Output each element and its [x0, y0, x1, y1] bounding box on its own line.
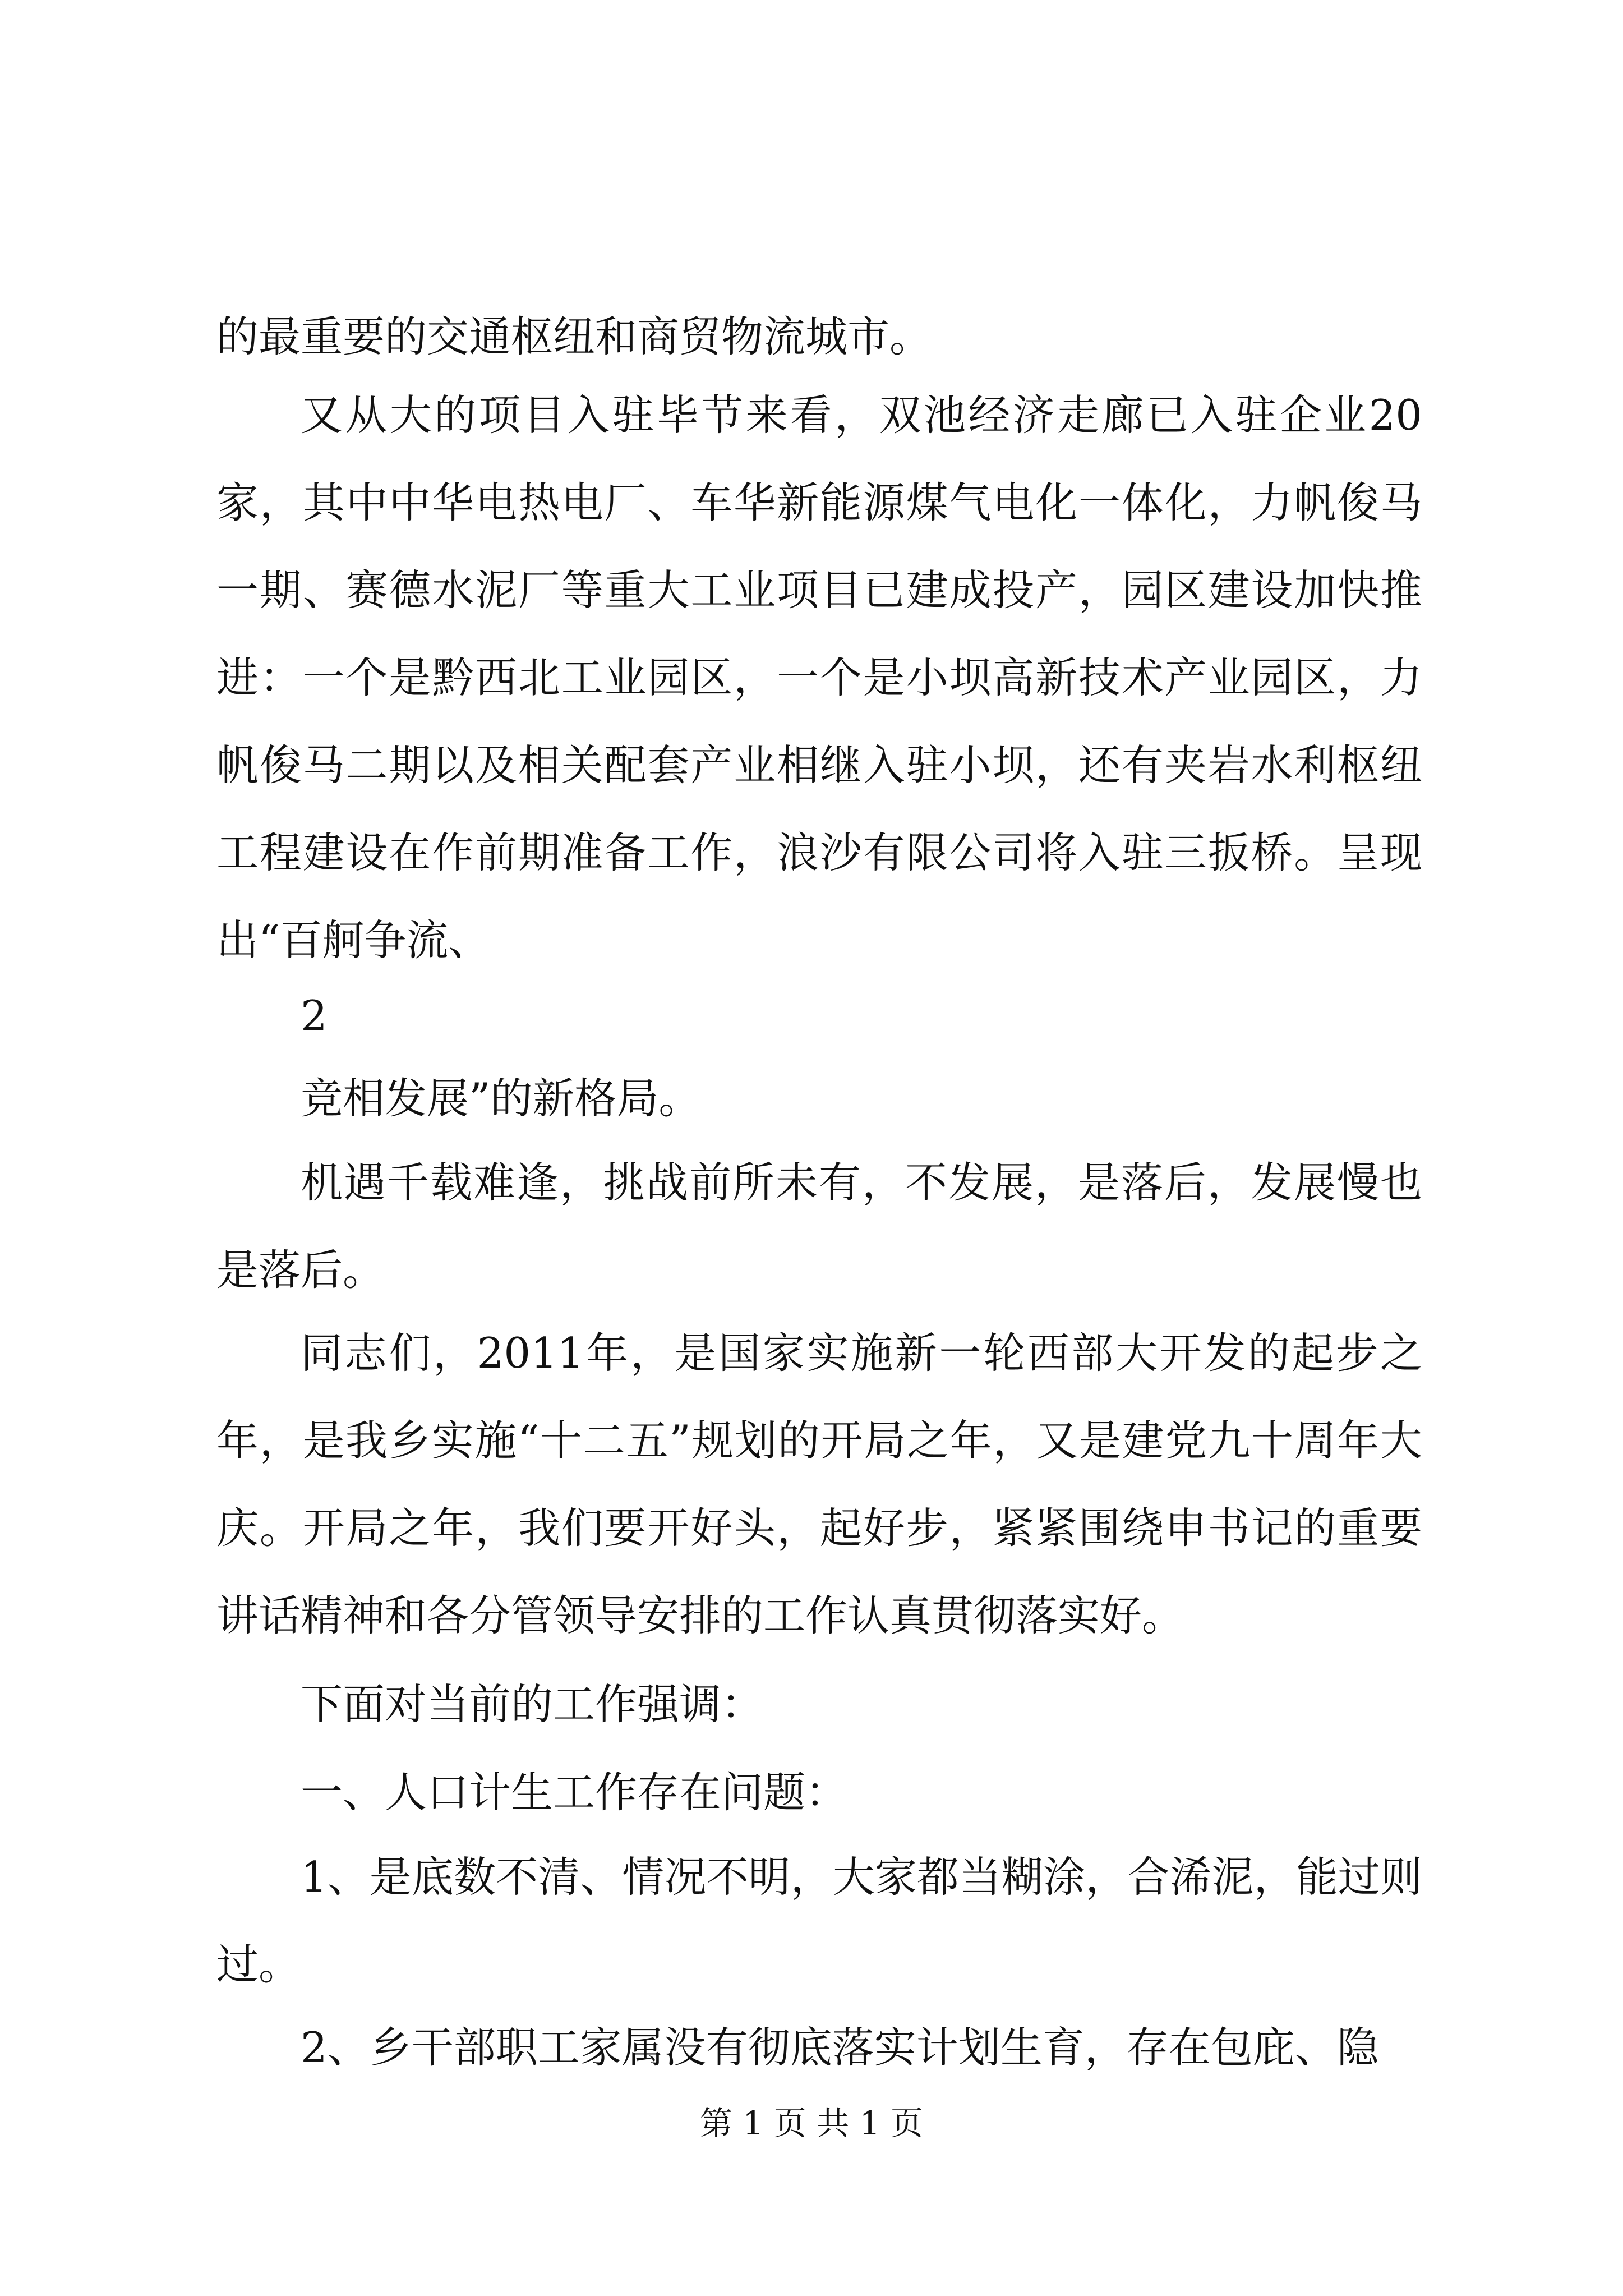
paragraph-5: 同志们，2011年，是国家实施新一轮西部大开发的起步之年，是我乡实施“十二五”规划的开局之年，又是建党九十周年大庆。开局之年，我们要开好头，起好步，紧紧围绕申书记的重要讲话精神和各分管领导安排的工作认真贯彻落实好。	[216, 1328, 1422, 1640]
paragraph-6: 下面对当前的工作强调：	[301, 1680, 764, 1729]
paragraph-4: 机遇千载难逢，挑战前所未有，不发展，是落后，发展慢也是落后。	[216, 1158, 1422, 1295]
paragraph-2: 又从大的项目入驻毕节来看，双池经济走廊已入驻企业20家，其中中华电热电厂、车华新能源煤气电化一体化，力帆俊马一期、赛德水泥厂等重大工业项目已建成投产，园区建设加快推进：一个是黔西北工业园区，一个是小坝高新技术产业园区，力帆俊马二期以及相关配套产业相继入驻小坝，还有夹岩水利枢纽工程建设在作前期准备工作，浪沙有限公司将入驻三扳桥。呈现出“百舸争流、	[216, 390, 1422, 965]
page-number-inline: 2	[301, 991, 328, 1041]
paragraph-3: 竞相发展”的新格局。	[301, 1074, 701, 1123]
paragraph-1: 的最重要的交通枢纽和商贸物流城市。	[216, 312, 932, 361]
paragraph-8: 2、乡干部职工家属没有彻底落实计划生育，存在包庇、隐	[301, 2023, 1379, 2072]
paragraph-7: 1、是底数不清、情况不明，大家都当糊涂，合浠泥，能过则过。	[216, 1852, 1422, 1989]
page-footer: 第 1 页 共 1 页	[700, 2104, 923, 2142]
section-heading-1: 一、人口计生工作存在问题：	[301, 1768, 848, 1817]
